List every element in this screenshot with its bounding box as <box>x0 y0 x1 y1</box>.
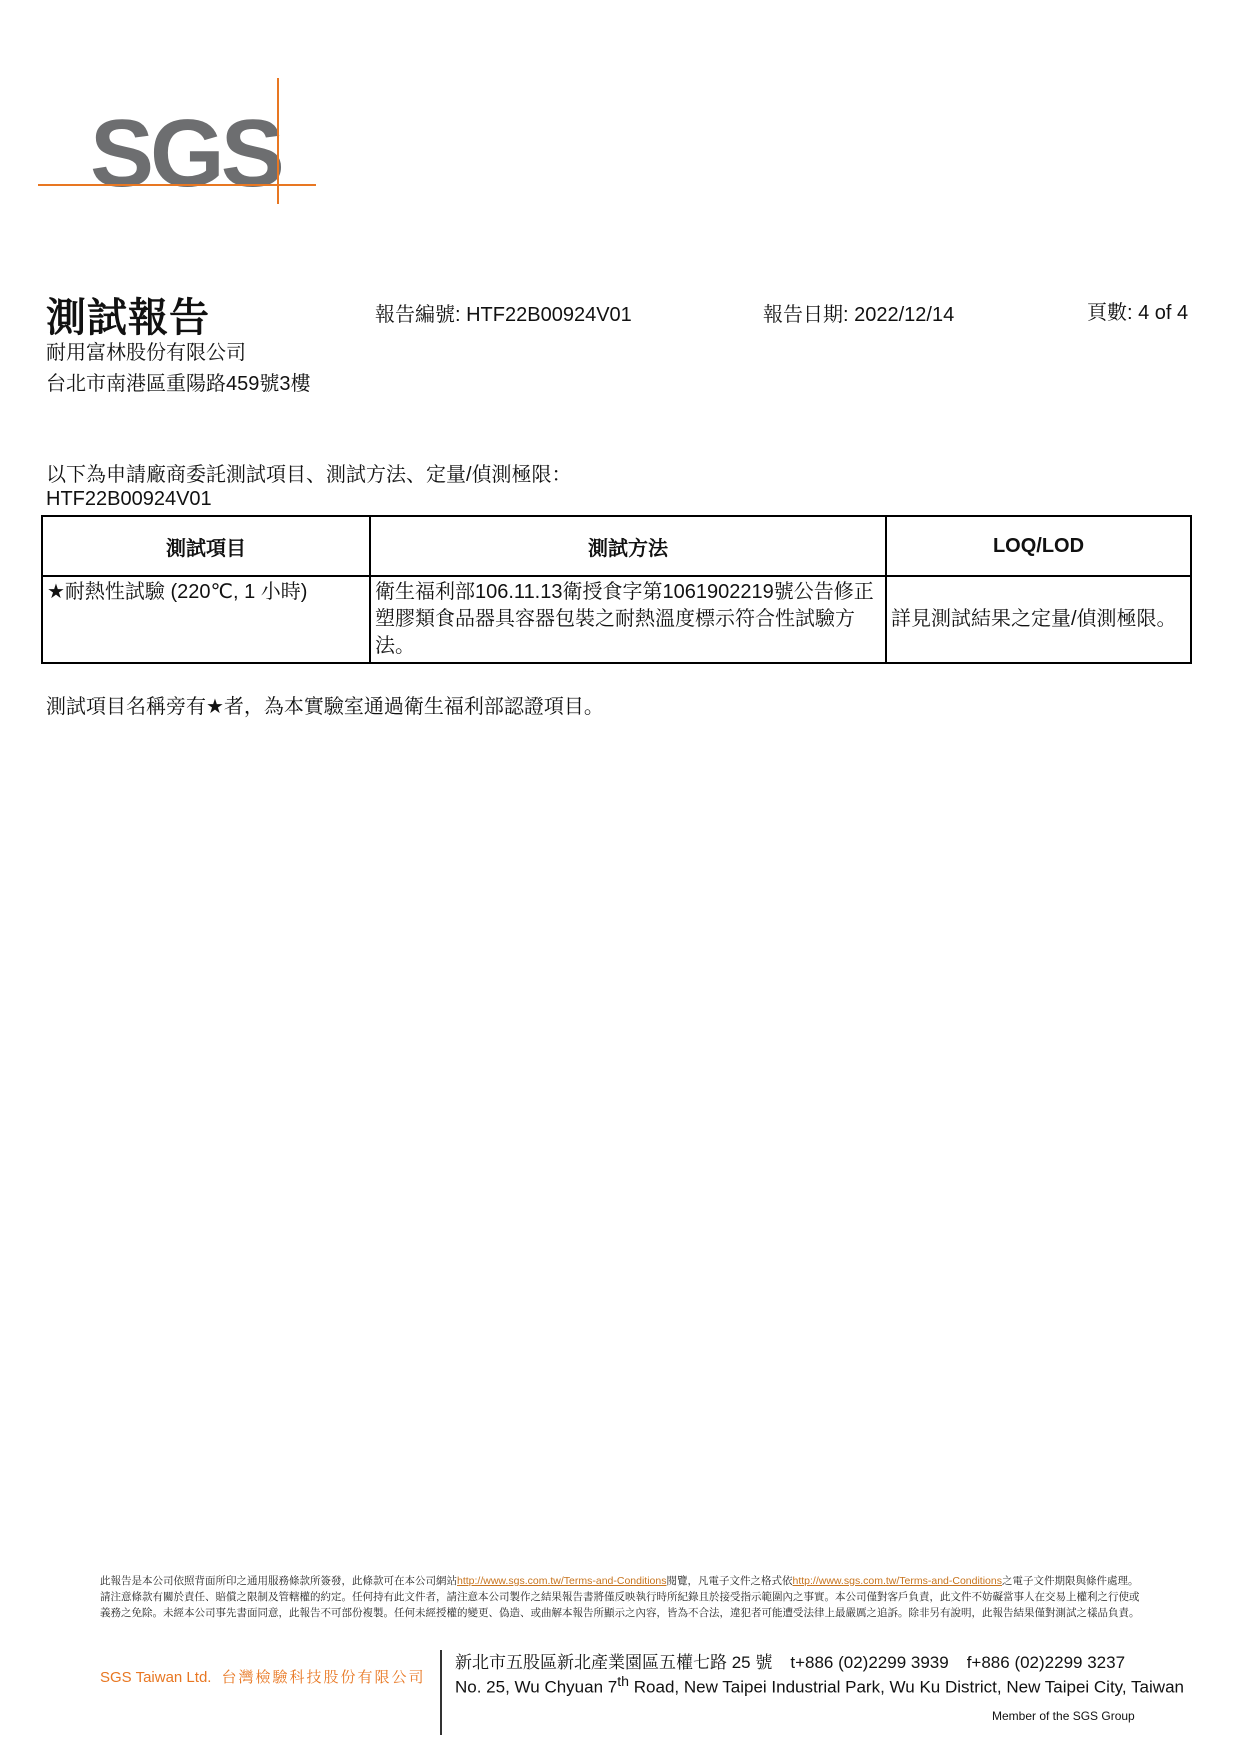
cell-test-method: 衛生福利部106.11.13衛授食字第1061902219號公告修正塑膠類食品器具容器包裝之耐熱溫度標示符合性試驗方法。 <box>370 576 886 663</box>
fax: f+886 (02)2299 3237 <box>966 1653 1126 1672</box>
report-date: 報告日期: 2022/12/14 <box>763 304 955 326</box>
intro-report-ref: HTF22B00924V01 <box>46 488 212 510</box>
footer-company <box>100 1666 425 1687</box>
member-of-group: Member of the SGS Group <box>992 1709 1135 1723</box>
accreditation-note: 測試項目名稱旁有★者，為本實驗室通過衛生福利部認證項目。 <box>46 696 604 718</box>
cell-test-item: ★耐熱性試驗 (220℃, 1 小時) <box>42 576 370 663</box>
page-number: 頁數: 4 of 4 <box>1087 302 1189 324</box>
footer-address-zh <box>455 1648 1143 1673</box>
disclaimer-part-1: 此報告是本公司依照背面所印之通用服務條款所簽發，此條款可在本公司網站 <box>100 1575 457 1587</box>
cell-loq-lod: 詳見測試結果之定量/偵測極限。 <box>886 576 1191 663</box>
sgs-logo-text: SGS <box>90 100 281 207</box>
footer-address-en <box>455 1674 1184 1698</box>
address-en-part-2: Road, New Taipei Industrial Park, Wu Ku District, New Taipei City, Taiwan <box>629 1677 1184 1697</box>
address-en-part-1: No. 25, Wu Chyuan 7 <box>455 1677 618 1697</box>
report-title: 測試報告 <box>46 296 210 340</box>
address-zh: 新北市五股區新北產業園區五權七路 25 號 <box>455 1653 773 1672</box>
terms-link-1[interactable]: http://www.sgs.com.tw/Terms-and-Conditions <box>457 1575 667 1587</box>
terms-link-2[interactable]: http://www.sgs.com.tw/Terms-and-Conditions <box>792 1575 1002 1587</box>
client-address: 台北市南港區重陽路459號3樓 <box>46 373 311 395</box>
client-company: 耐用富林股份有限公司 <box>46 342 246 364</box>
disclaimer-part-3: 之電子文件期限與條件處理。請注意條款有關於責任、賠償之限制及管轄權的約定。任何持有此文件者，請注意本公司製作之結果報告書將僅反映執行時所紀錄且於接受指示範圍內之事實。本公司僅對客戶負責，此文件不妨礙當事人在交易上權利之行使或義務之免除。未經本公司事先書面同意，此報告不可部份複製。任何未經授權的變更、偽造、或曲解本報告所顯示之內容，皆為不合法，違犯者可能遭受法律上最嚴厲之追訴。除非另有說明，此報告結果僅對測試之樣品負責。 <box>100 1575 1140 1619</box>
table-row <box>42 576 1191 663</box>
footer-divider <box>440 1650 442 1735</box>
test-method-table <box>41 515 1192 664</box>
sgs-logo <box>38 78 318 208</box>
intro-text: 以下為申請廠商委託測試項目、測試方法、定量/偵測極限： <box>46 464 572 486</box>
header-loq-lod: LOQ/LOD <box>886 516 1191 576</box>
report-number: 報告編號: HTF22B00924V01 <box>375 304 632 326</box>
header-test-method: 測試方法 <box>370 516 886 576</box>
company-name-en: SGS Taiwan Ltd. <box>100 1669 212 1686</box>
telephone: t+886 (02)2299 3939 <box>790 1653 949 1672</box>
company-name-zh: 台灣檢驗科技股份有限公司 <box>221 1668 426 1686</box>
table-header-row <box>42 516 1191 576</box>
disclaimer <box>100 1573 1140 1621</box>
header-test-item: 測試項目 <box>42 516 370 576</box>
address-en-superscript: th <box>617 1674 630 1690</box>
disclaimer-part-2: 閱覽，凡電子文件之格式依 <box>666 1575 793 1587</box>
